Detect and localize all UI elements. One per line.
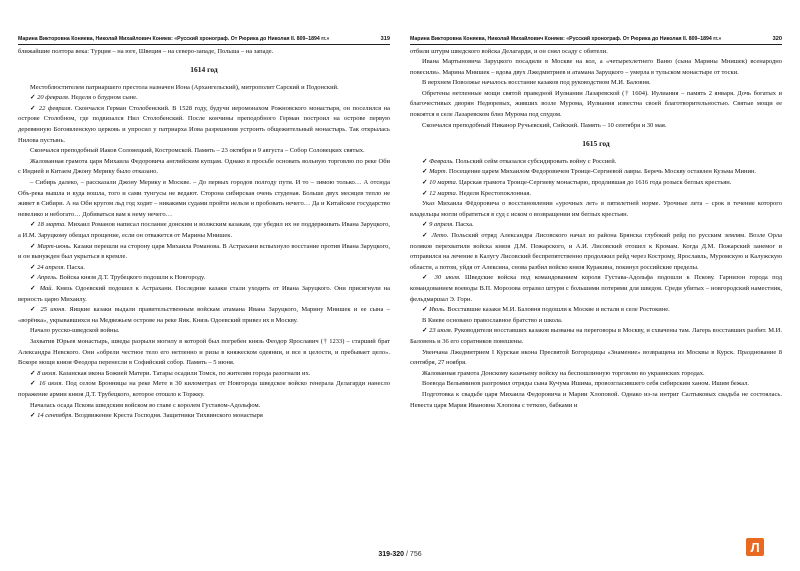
right-page (410, 36, 782, 541)
entry-date: 16 июля. (38, 380, 64, 388)
checkmark-icon: ✓ (422, 179, 428, 187)
page-number: 319 (380, 36, 390, 42)
text-paragraph (18, 157, 390, 178)
text-paragraph (18, 411, 390, 422)
text-paragraph (410, 231, 782, 273)
book-title: Марина Викторовна Коняева, Николай Михайлович Коняев: «Русский хронограф. От Рюрика до Николая II. 809–1894 гг.» (410, 36, 722, 42)
checkmark-icon: ✓ (30, 412, 36, 420)
text-paragraph (410, 57, 782, 78)
text-paragraph (410, 167, 782, 178)
entry-text: Указ Михаила Фёдоровича о восстановлении «урочных лет» в пятилетней норме. Урочные лета – срок в течение которого владельцы могли обратиться в суд с иском о возвращении им беглых крестьян. (410, 200, 782, 218)
checkmark-icon: ✓ (30, 242, 36, 250)
entry-text: Подготовка к свадьбе царя Михаила Федоровича и Марии Хлоповой. Однако из-за интриг Салтыковых свадьба не состоялась. Невеста царя Мария Ивановна Хлопова с теткою, бабками и (410, 390, 782, 409)
checkmark-icon: ✓ (30, 221, 36, 229)
entry-date: Июль. (429, 306, 446, 314)
text-paragraph (410, 178, 782, 189)
text-paragraph (410, 379, 782, 390)
text-paragraph (410, 157, 782, 168)
entry-date: 22 февраля. (38, 104, 73, 112)
text-paragraph (18, 104, 390, 146)
entry-text: В Киеве основано православное братство и школа. (422, 316, 563, 324)
page-number: 320 (772, 36, 782, 42)
entry-text: Начало русско-шведской войны. (30, 327, 120, 335)
entry-text: Жалованная грамота Донскому казачьему войску на беспошлинную торговлю во украинских городах. (422, 369, 705, 377)
checkmark-icon: ✓ (30, 94, 36, 102)
text-paragraph (18, 242, 390, 263)
entry-text: Воздвижение Креста Господня. Защитники Тихвинского монастыря (73, 412, 263, 420)
text-paragraph (18, 273, 390, 284)
book-title: Марина Викторовна Коняева, Николай Михайлович Коняев: «Русский хронограф. От Рюрика до Николая II. 809–1894 гг.» (18, 36, 330, 42)
checkmark-icon: ✓ (30, 369, 36, 377)
entry-text: Местоблюстителем патриаршего престола назначен Иона (Архангельский), митрополит Сарский и Подонский. (30, 83, 339, 91)
entry-date: 25 июня. (40, 306, 67, 314)
text-paragraph (18, 337, 390, 369)
publisher-logo-icon[interactable] (746, 538, 764, 556)
checkmark-icon: ✓ (422, 168, 428, 176)
entry-date: Март-июнь. (37, 242, 72, 250)
entry-text: Жалованная грамота царя Михаила Федоровича английским купцам. Однако в просьбе основать вольную торговлю по реке Оби с Индией и Китаем Джону Мерику было отказано. (18, 157, 390, 176)
entry-text: – Сибирь далеко, – рассказали Джону Мерику в Москве. – До первых городов полгоду пути. И то – зимою только… А отсюда Объ-река вышла и куда вошла, того и сами тунгусы не ведают. Сторона сибирская очень студеная. Больше двух месяцев тепло не живет в Сибири. А на Оби кругом льд год ходит – никакими судами пройти нельзя и пробовать нечего… Да и Китайское государство невелико и небогато… Добиваться вам к нему нечего… (18, 179, 390, 218)
entry-date: 8 июля. (37, 369, 58, 377)
year-heading: 1614 год (190, 65, 218, 75)
text-paragraph (18, 379, 390, 400)
text-paragraph (18, 220, 390, 241)
text-paragraph (410, 121, 782, 132)
right-paragraphs (410, 157, 782, 411)
text-paragraph (18, 146, 390, 157)
logo-glyph: Л (750, 539, 760, 555)
text-paragraph (410, 189, 782, 200)
text-paragraph (18, 178, 390, 220)
checkmark-icon: ✓ (422, 157, 428, 165)
page-total: 756 (409, 551, 422, 558)
entry-text: Захватив Юрьев монастырь, шведы разрыли могилу в которой был погребен князь Феодор Ярославич († 1233) – старший брат Александра Невского. Они «обрели честное тело его нетленно и ризы в княжеском одеянии, и все в целости, и пребывает цело». Вскоре мощи князя Феодора перенесли в Софийский собор. Память – 5 июня. (18, 337, 390, 367)
checkmark-icon: ✓ (30, 104, 37, 112)
checkmark-icon: ✓ (30, 380, 37, 388)
entry-text: Казанская икона Божией Матери. Татары осадили Томск, по жителям города разогнали их. (57, 369, 311, 377)
entry-text: Михаил Романов написал послание донским и волжским казакам, где убедил их не поддерживать Ивана Заруцкого, а И.М. Заруцкому обещал прощение, если он отважется от Марины Мнишек. (18, 221, 390, 239)
entry-date: Март. (429, 168, 448, 176)
checkmark-icon: ✓ (30, 274, 36, 282)
entry-date: 10 марта. (429, 179, 458, 187)
entry-text: Увенчана Лжедмитрием I Курская икона Пресвятой Богородицы «Знамение» возвращена из Москвы в Курск. Празднование 8 сентября, 27 ноября. (410, 348, 782, 367)
right-paragraphs-top (410, 57, 782, 131)
checkmark-icon: ✓ (422, 221, 428, 229)
entry-text: Посещение царем Михаилом Федоровичем Троице-Сергиевой лавры. Беречь Москву оставлен Кузьма Минин. (447, 168, 757, 176)
entry-text: В верхнем Поволжье началось восстание казаков под руководством М.И. Баловня. (422, 79, 651, 87)
entry-date: 24 апреля. (37, 263, 66, 271)
entry-text: Началась осада Пскова шведским войском во главе с королем Густавом-Адольфом. (30, 401, 261, 409)
checkmark-icon: ✓ (30, 306, 38, 314)
entry-date: 20 февраля. (37, 94, 70, 102)
checkmark-icon: ✓ (422, 327, 428, 335)
entry-date: 23 июля. (429, 327, 453, 335)
text-paragraph (18, 326, 390, 337)
entry-text: Царская грамота Троице-Сергиеву монастырю, продлившая до 1616 года розыск беглых крестьян. (457, 179, 732, 187)
checkmark-icon: ✓ (422, 306, 428, 314)
checkmark-icon: ✓ (422, 189, 428, 197)
entry-text: Под селом Бронницы на реке Мете в 30 километрах от Новгорода шведское войско генерала Делагарди нанесло поражение армии князя Д.Т. Трубецкого, которое отошло к Торжку. (18, 380, 390, 398)
text-paragraph (410, 89, 782, 121)
page-separator: / (404, 551, 410, 558)
entry-text: Обретены нетленные мощи святой праведной Иулиании Лазаревской († 1604). Иулиания – память 2 января. Дочь богатых и благочестивых дворян Недюревых, живших возле Мурома, Иулиания известна своей благотворительностью. Святые мощи ее покоятся в селе Лазаревском близ Мурома под спудом. (410, 89, 782, 119)
entry-date: 12 марта. (429, 189, 458, 197)
running-head (410, 36, 782, 45)
text-paragraph (410, 273, 782, 305)
checkmark-icon: ✓ (422, 232, 429, 239)
entry-date: Лето. (431, 232, 449, 239)
checkmark-icon: ✓ (30, 263, 36, 271)
entry-text: Пасха. (65, 263, 85, 271)
entry-text: Князь Одоевский подошел к Астрахани. Последние казаки стали уходить от Ивана Заруцкого. Они присягнули на верность царю Михаилу. (18, 284, 390, 303)
text-paragraph (18, 83, 390, 94)
entry-text: Скончался преподобный Иаков Соловецкий, Костромской. Память – 23 октября и 9 августа – Собор Соловецких святых. (30, 147, 365, 155)
entry-text: Руководители восставших казаков вызваны на переговоры в Москву, и схвачены там. Лагерь восставших разбит. М.И. Баловень и 36 его соратников повешены. (410, 327, 782, 345)
entry-text: Скончался Герман Столобенский. В 1528 году, будучи иеромонахом Рожновского монастыря, он поселился на острове Столобном, где подвизался Нил Столобенский. После кончины преподобного Герман построил на острове первую деревянную Богоявленскую церковь и упросил у патриарха Иова разрешения устроить общежительный монастырь. Так открылась Нилова пустынь. (18, 104, 390, 144)
left-paragraphs (18, 83, 390, 422)
entry-text: Воевода Вельяминов разгромил отряды сына Кучума Ишима, провозгласившего себя сибирским ханом. Ишим бежал. (422, 380, 750, 388)
entry-date: 18 марта. (37, 221, 66, 229)
entry-text: Ивана Мартыновича Заруцкого посадили в Москве на кол, а «четырехлетнего Ваню (сына Марины Мнишек) всенародно повесили». Марина Мнишек – вдова двух Лжедмитриев и атамана Заруцкого – умерла в тульском монастыре от тоски. (410, 58, 782, 76)
entry-text: Шведские войска под командованием короля Густава-Адольфа подошли к Пскову. Гарнизон города под командованием воеводы В.П. Морозова отразил штурм с большими потерями для шведов. Среди убитых – новгородский наместник, фельдмаршал Э. Горн. (410, 274, 782, 303)
checkmark-icon: ✓ (30, 284, 37, 292)
year-heading: 1615 год (582, 139, 610, 149)
text-paragraph (18, 401, 390, 412)
entry-date: Февраль. (429, 157, 454, 165)
entry-date: 30 июля. (434, 274, 461, 282)
lead-line: отбили штурм шведского войска Делагарди, и он снял осаду с обители. (410, 47, 608, 55)
text-paragraph (410, 348, 782, 369)
text-paragraph (18, 93, 390, 104)
entry-date: Апрель. (37, 274, 58, 282)
entry-date: Май. (39, 284, 54, 292)
text-paragraph (410, 326, 782, 347)
entry-text: Скончался преподобный Никанор Ручьевский, Сийский. Память – 10 сентября и 30 мая. (422, 121, 667, 129)
text-paragraph (410, 199, 782, 220)
entry-text: Войска князя Д.Т. Трубецкого подошли к Новгороду. (57, 274, 206, 282)
entry-date: 9 апреля. (429, 221, 454, 229)
entry-text: Польский сейм отказался субсидировать войну с Россией. (453, 157, 617, 165)
text-paragraph (18, 263, 390, 274)
running-head (18, 36, 390, 45)
entry-date: 14 сентября. (37, 412, 73, 420)
text-paragraph (410, 369, 782, 380)
entry-text: Неделя Крестопоклонная. (457, 189, 531, 197)
text-paragraph (410, 220, 782, 231)
text-paragraph (18, 284, 390, 305)
checkmark-icon: ✓ (422, 274, 431, 282)
text-paragraph (18, 369, 390, 380)
entry-text: Неделя о блудном сыне. (69, 94, 138, 102)
text-paragraph (410, 305, 782, 316)
lead-line: ближайшие полтора века: Турция – на юге, Швеция – на северо-западе, Польша – на западе. (18, 47, 274, 55)
page-range-indicator (0, 551, 800, 558)
text-paragraph (410, 78, 782, 89)
text-paragraph (410, 390, 782, 411)
left-page (18, 36, 390, 541)
text-paragraph (18, 305, 390, 326)
entry-text: Восставшие казаки М.И. Баловня подошли к Москве и встали в селе Ростокине. (445, 306, 670, 314)
page-range: 319-320 (378, 551, 405, 558)
entry-text: Казаки перешли на сторону царя Михаила Романова. В Астрахани вспыхнуло восстание против Ивана Заруцкого, и он вынужден был укрыться в кремле. (18, 242, 390, 261)
text-paragraph (410, 316, 782, 327)
entry-text: Пасха. (453, 221, 474, 229)
entry-text: Яицкие казаки выдали правительственным войскам атамана Ивана Заруцкого, Марину Мнишек и ее сына – «ворёнка», укрывавшихся на Медвежьем острове на реке Яик. Князь Одоевский привез их в Москву. (18, 306, 390, 324)
entry-text: Польский отряд Александра Лисовского начал из района Брянска глубокий рейд по русским землям. Возле Орла поляков перехватили войска князя Д.М. Пожарского, и А.И. Лисовский отошел к Кромам. Когда Д.М. Пожарский занемог и отправился на лечение в Калугу Лисовский беспрепятственно продолжил рейд через Кострому, Ярославль, Муромскую и Калужскую области, а потом, уйдя от Алексина, снова разбил войско князя Куракина, покинул российские пределы. (410, 232, 782, 271)
